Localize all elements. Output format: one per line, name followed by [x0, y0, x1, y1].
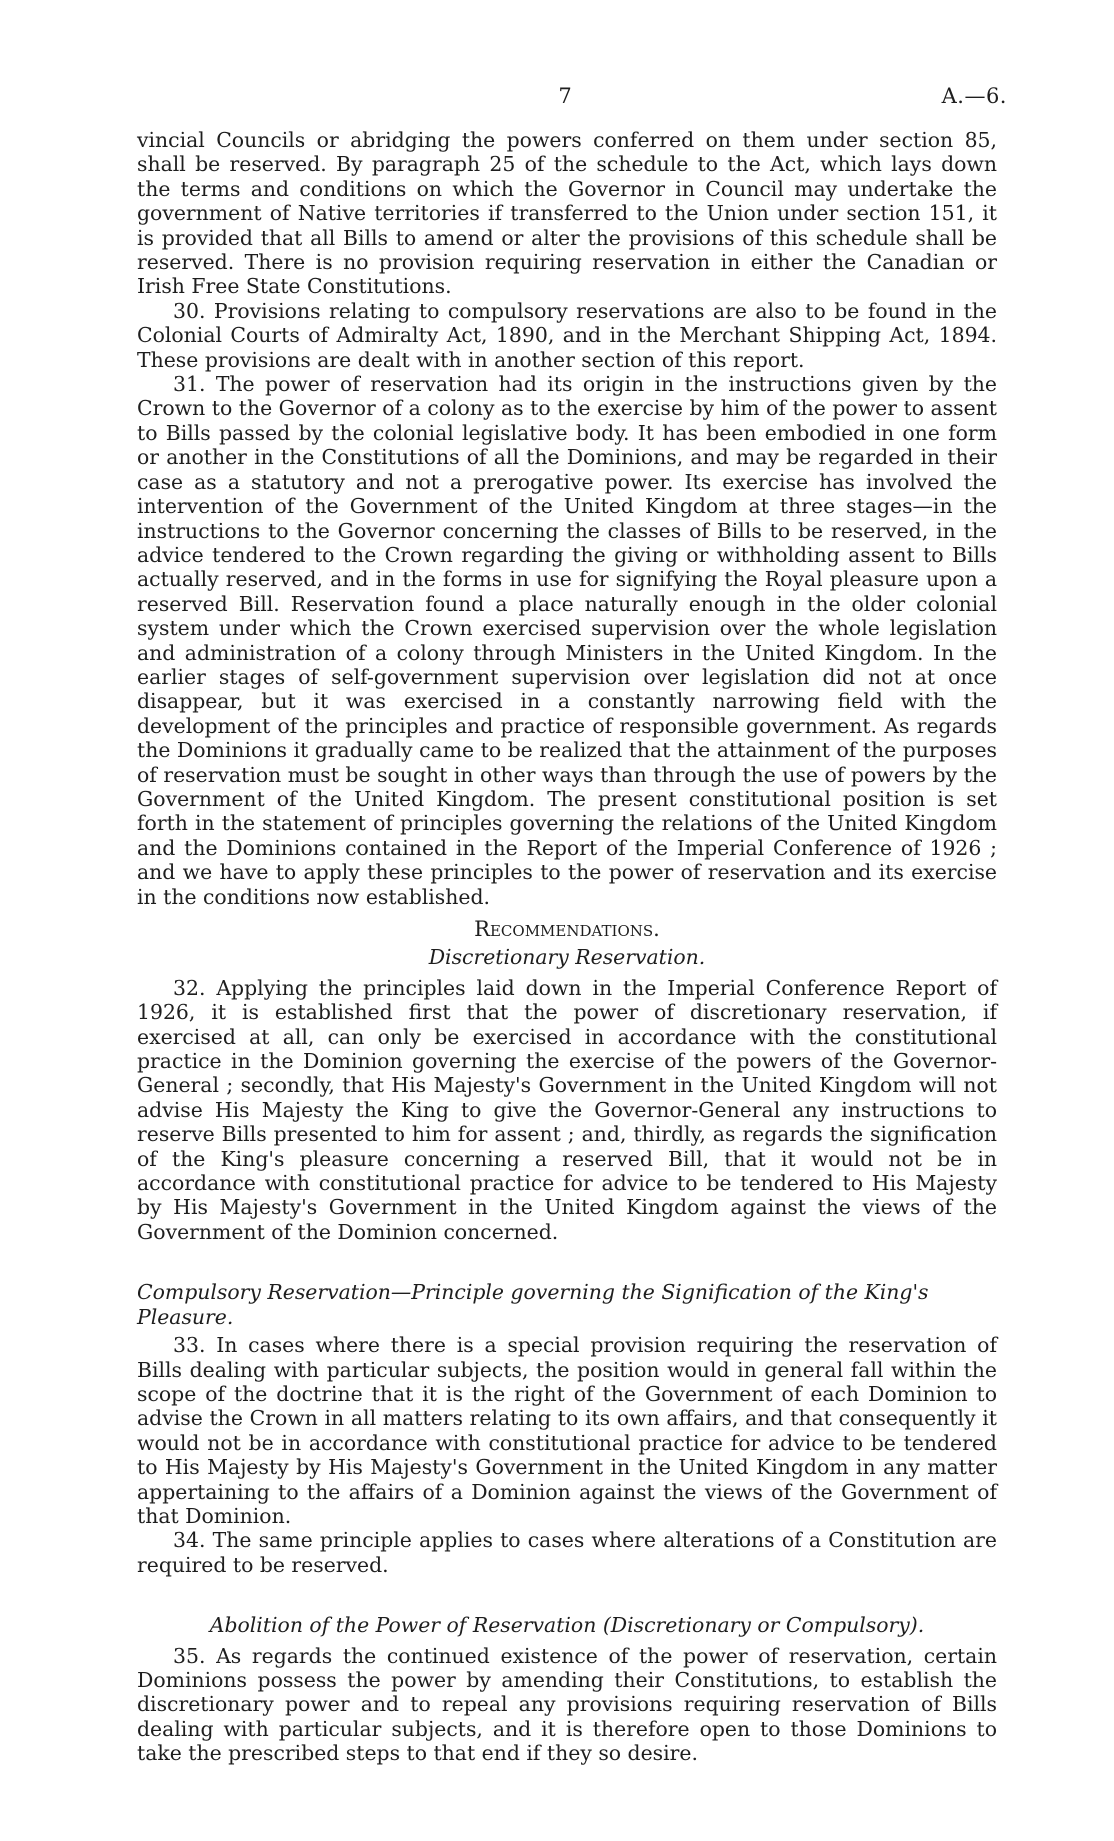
paragraph-30: 30. Provisions relating to compulsory reservations are also to be found in the Colonial Courts of Admiralty Act, 1890, and in the Merchant Shipping Act, 1894. These provisions are dealt with in another section of this report. — [137, 298, 997, 372]
subheading-compulsory-reservation: Compulsory Reservation—Principle governing the Signification of the King's Pleasure. — [137, 1280, 929, 1329]
document-reference: A.—6. — [941, 84, 1007, 108]
page-number: 7 — [558, 84, 572, 108]
paragraph-35: 35. As regards the continued existence of the power of reservation, certain Dominions possess the power by amending their Constitutions, to establish the discretionary power and to repeal any provisions requiring reservation of Bills dealing with particular subjects, and it is therefore open to those Dominions to take the prescribed steps to that end if they so desire. — [137, 1643, 997, 1766]
section-heading-recommendations: Recommendations. — [474, 917, 660, 941]
paragraph-32: 32. Applying the principles laid down in the Imperial Conference Report of 1926, it is established first that the power of discretionary reservation, if exercised at all, can only be exercised in accordance with the constitutional practice in the Dominion governing the exercise of the powers of the Governor-General ; secondly, that His Majesty's Government in the United Kingdom will not advise His Majesty the King to give the Governor-General any instructions to reserve Bills presented to him for assent ; and, thirdly, as regards the signification of the King's pleasure concerning a reserved Bill, that it would not be in accordance with constitutional practice for advice to be tendered to His Majesty by His Majesty's Government in the United Kingdom against the views of the Government of the Dominion concerned. — [137, 975, 997, 1244]
paragraph-31: 31. The power of reservation had its origin in the instructions given by the Crown to the Governor of a colony as to the exercise by him of the power to assent to Bills passed by the colonial legislative body. It has been embodied in one form or another in the Constitutions of all the Dominions, and may be regarded in their case as a statutory and not a prerogative power. Its exercise has involved the intervention of the Government of the United Kingdom at three stages—in the instructions to the Governor concerning the classes of Bills to be reserved, in the advice tendered to the Crown regarding the giving or withholding assent to Bills actually reserved, and in the forms in use for signifying the Royal pleasure upon a reserved Bill. Reservation found a place naturally enough in the older colonial system under which the Crown exercised supervision over the whole legislation and administration of a colony through Ministers in the United Kingdom. In the earlier stages of self-government supervision over legislation did not at once disappear, but it was exercised in a constantly narrowing field with the development of the principles and practice of responsible government. As regards the Dominions it gradually came to be realized that the attainment of the purposes of reservation must be sought in other ways than through the use of powers by the Government of the United Kingdom. The present constitutional position is set forth in the statement of principles governing the relations of the United Kingdom and the Dominions contained in the Report of the Imperial Conference of 1926 ; and we have to apply these principles to the power of reservation and its exercise in the conditions now established. — [137, 372, 997, 909]
subheading-abolition-of-reservation: Abolition of the Power of Reservation (Discretionary or Compulsory). — [209, 1613, 925, 1638]
paragraph-intro: vincial Councils or abridging the powers conferred on them under section 85, shall be reserved. By paragraph 25 of the schedule to the Act, which lays down the terms and conditions on which the Governor in Council may undertake the government of Native territories if transferred to the Union under section 151, it is provided that all Bills to amend or alter the provisions of this schedule shall be reserved. There is no provision requiring reservation in either the Canadian or Irish Free State Constitutions. — [137, 128, 997, 299]
paragraph-34: 34. The same principle applies to cases where alterations of a Constitution are required to be reserved. — [137, 1528, 997, 1577]
paragraph-33: 33. In cases where there is a special provision requiring the reservation of Bills dealing with particular subjects, the position would in general fall within the scope of the doctrine that it is the right of the Government of each Dominion to advise the Crown in all matters relating to its own affairs, and that consequently it would not be in accordance with constitutional practice for advice to be tendered to His Majesty by His Majesty's Government in the United Kingdom in any matter appertaining to the affairs of a Dominion against the views of the Government of that Dominion. — [137, 1333, 997, 1528]
subheading-discretionary-reservation: Discretionary Reservation. — [428, 945, 706, 970]
body-text — [137, 128, 997, 1766]
